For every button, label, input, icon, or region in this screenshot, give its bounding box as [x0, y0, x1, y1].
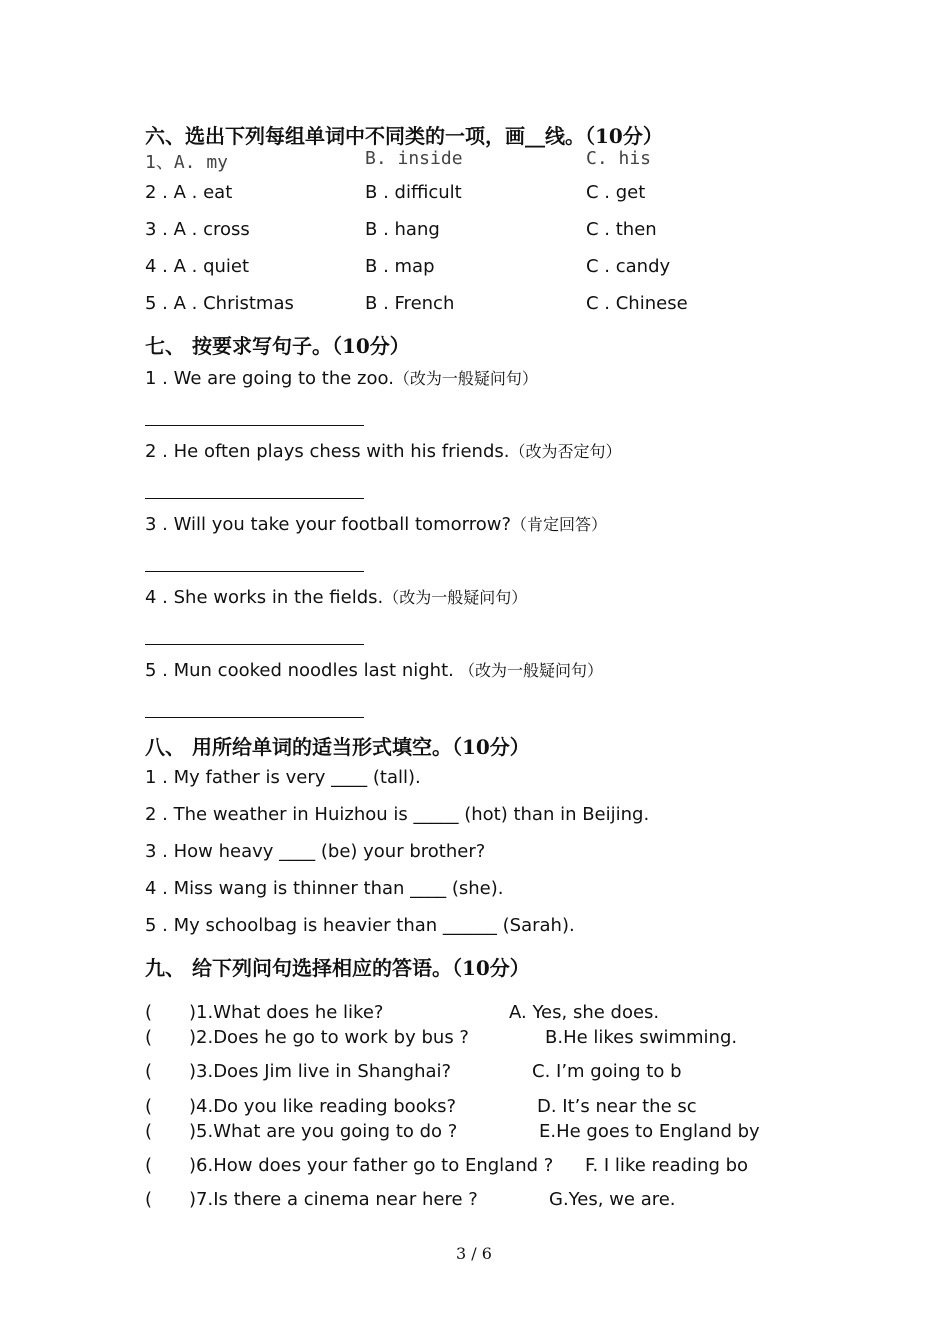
page-number: 3 / 6: [456, 1244, 492, 1263]
s9-item-5-paren[interactable]: (: [145, 1121, 153, 1142]
s7-answer-line-2[interactable]: [145, 498, 364, 499]
s7-item-5-text: 5 . Mun cooked noodles last night.: [145, 660, 454, 681]
s9-item-6-answer: F. I like reading bo: [585, 1155, 749, 1176]
s7-item-5: [145, 658, 603, 681]
section-9-title: 九、 给下列问句选择相应的答语。（10分）: [145, 956, 530, 980]
s8-item-2: 2 . The weather in Huizhou is _____ (hot) than in Beijing.: [145, 804, 650, 825]
s9-item-2-answer: B.He likes swimming.: [545, 1027, 738, 1048]
s6-row-2-c: C . get: [586, 182, 646, 203]
s6-row-1-c: C. his: [586, 148, 652, 169]
s7-item-1-text: 1 . We are going to the zoo.: [145, 368, 394, 389]
s7-item-4: [145, 585, 527, 608]
s7-answer-line-1[interactable]: [145, 425, 364, 426]
s8-item-3: 3 . How heavy ____ (be) your brother?: [145, 841, 486, 862]
s7-item-3: [145, 512, 607, 535]
section-8-title: 八、 用所给单词的适当形式填空。（10分）: [145, 735, 530, 759]
s9-item-1-question: )1.What does he like?: [189, 1002, 384, 1023]
s6-row-3-c: C . then: [586, 219, 657, 240]
s7-item-3-note: （肯定回答）: [511, 515, 608, 534]
s9-item-7-paren[interactable]: (: [145, 1189, 153, 1210]
s7-item-2: [145, 439, 622, 462]
s9-item-4-paren[interactable]: (: [145, 1096, 153, 1117]
s9-item-1-paren[interactable]: (: [145, 1002, 153, 1023]
s7-item-4-text: 4 . She works in the fields.: [145, 587, 384, 608]
s6-row-3-b: B . hang: [365, 219, 440, 240]
s7-answer-line-3[interactable]: [145, 571, 364, 572]
s7-item-1-note: （改为一般疑问句）: [393, 369, 538, 388]
s6-row-2-a: 2 . A . eat: [145, 182, 233, 203]
s9-item-4-question: )4.Do you like reading books?: [189, 1096, 457, 1117]
s6-row-1-b: B. inside: [365, 148, 463, 169]
s8-item-1: 1 . My father is very ____ (tall).: [145, 767, 421, 788]
s9-item-1-answer: A. Yes, she does.: [509, 1002, 660, 1023]
s9-item-6-question: )6.How does your father go to England ?: [189, 1155, 554, 1176]
s9-item-4-answer: D. It’s near the sc: [537, 1096, 697, 1117]
s9-item-6-paren[interactable]: (: [145, 1155, 153, 1176]
s7-item-3-text: 3 . Will you take your football tomorrow?: [145, 514, 511, 535]
s9-item-7-question: )7.Is there a cinema near here ?: [189, 1189, 478, 1210]
s9-item-2-question: )2.Does he go to work by bus ?: [189, 1027, 469, 1048]
s6-row-4-c: C . candy: [586, 256, 671, 277]
s7-item-2-note: （改为否定句）: [509, 442, 622, 461]
s7-item-2-text: 2 . He often plays chess with his friends.: [145, 441, 510, 462]
s8-item-5: 5 . My schoolbag is heavier than ______ (Sarah).: [145, 915, 575, 936]
s7-item-1: [145, 366, 538, 389]
s6-row-5-b: B . French: [365, 293, 455, 314]
s6-row-3-a: 3 . A . cross: [145, 219, 250, 240]
s6-row-1-a: 1、A. my: [145, 152, 229, 173]
s9-item-3-answer: C. I’m going to b: [532, 1061, 682, 1082]
s9-item-5-answer: E.He goes to England by: [539, 1121, 760, 1142]
s6-row-5-c: C . Chinese: [586, 293, 688, 314]
s9-item-7-answer: G.Yes, we are.: [549, 1189, 676, 1210]
s7-item-4-note: （改为一般疑问句）: [383, 588, 528, 607]
s6-row-4-a: 4 . A . quiet: [145, 256, 250, 277]
s9-item-3-question: )3.Does Jim live in Shanghai?: [189, 1061, 452, 1082]
s7-answer-line-4[interactable]: [145, 644, 364, 645]
section-6-title: 六、选出下列每组单词中不同类的一项，画__线。（10分）: [145, 124, 663, 148]
s7-item-5-note: （改为一般疑问句）: [453, 661, 603, 680]
section-7-title: 七、 按要求写句子。（10分）: [145, 334, 410, 358]
s8-item-4: 4 . Miss wang is thinner than ____ (she).: [145, 878, 504, 899]
s6-row-2-b: B . difficult: [365, 182, 462, 203]
s7-answer-line-5[interactable]: [145, 717, 364, 718]
s6-row-5-a: 5 . A . Christmas: [145, 293, 294, 314]
s9-item-5-question: )5.What are you going to do ?: [189, 1121, 458, 1142]
s6-row-4-b: B . map: [365, 256, 435, 277]
s9-item-3-paren[interactable]: (: [145, 1061, 153, 1082]
s9-item-2-paren[interactable]: (: [145, 1027, 153, 1048]
